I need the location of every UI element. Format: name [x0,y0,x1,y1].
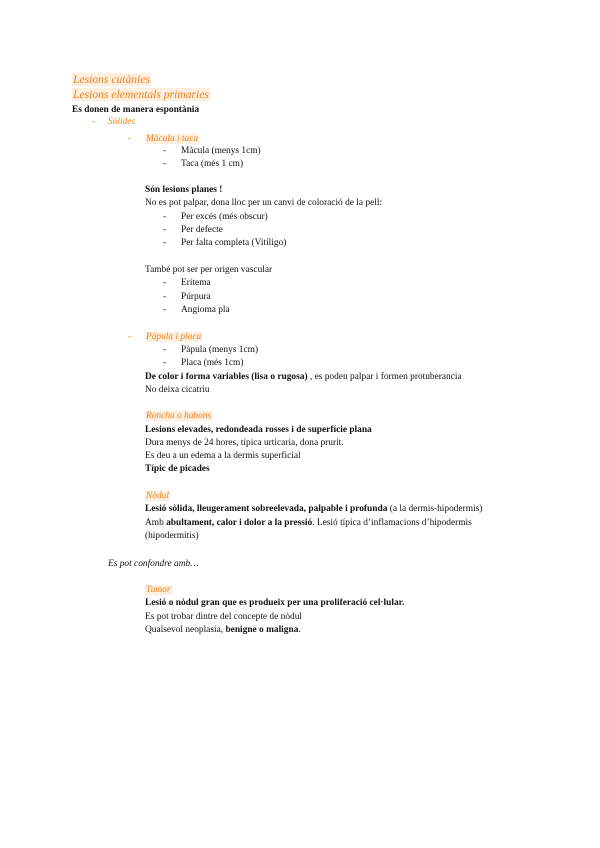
tumor-line-3: Qualsevol neoplasia, benigne o maligna. [145,625,301,635]
heading-macula-taca: Màcula i taca [146,134,199,144]
bullet-dash: - [163,292,167,302]
bullet-dash: - [163,225,167,235]
nodul-line-2: Amb abultament, calor i dolor a la pressió. Lesió típica d’inflamacions d’hipodermis [145,518,472,528]
tumor-line-2: Es pot trobar dintre del concepte de nòdul [145,612,302,622]
bullet-dash: - [128,332,132,342]
list-item: Taca (més 1 cm) [181,159,244,169]
tumor-line-1: Lesió o nòdul gran que es produeix per una proliferació cel·lular. [145,598,405,608]
list-item: Púrpura [181,292,211,302]
list-item: Pàpula (menys 1cm) [181,345,259,355]
list-item: Placa (més 1cm) [181,358,244,368]
bullet-dash: - [92,117,96,127]
title-lesions-elementals: Lesions elementals primaries [73,88,209,101]
vascular-text: També pot ser per origen vascular [145,265,273,275]
list-item: Per defecte [181,225,223,235]
heading-nodul: Nòdul [146,491,169,501]
bullet-dash: - [163,146,167,156]
roncha-line-3: Es deu a un edema a la dermis superficial [145,451,301,461]
bullet-dash: - [163,238,167,248]
bullet-dash: - [163,278,167,288]
list-item: Màcula (menys 1cm) [181,146,261,156]
bullet-dash: - [163,159,167,169]
list-item: Per excés (més obscur) [181,212,268,222]
bullet-dash: - [163,345,167,355]
cicatriu-text: No deixa cicatriu [145,385,210,395]
heading-papula-placa: Pàpula i placa [146,332,202,342]
heading-tumor: Tumor [146,585,171,595]
planes-text: Són lesions planes ! [145,185,223,195]
section-solides: Sòlides [108,117,136,127]
roncha-line-4: Típic de picades [145,464,210,474]
bullet-dash: - [128,134,132,144]
bullet-dash: - [163,212,167,222]
list-item: Angioma pla [181,305,230,315]
intro-text: Es donen de manera espontània [72,105,200,115]
nodul-line-1: Lesió sòlida, lleugerament sobreelevada, palpable i profunda (a la dermis-hipodermis) [145,504,483,514]
nodul-line-3: (hipodermitis) [145,531,199,541]
no-palpar-text: No es pot palpar, dona lloc per un canvi de coloració de la pell: [145,198,383,208]
roncha-line-1: Lesions elevades, redondeada rosses i de superfície plana [145,425,372,435]
list-item: Per falta completa (Vitíligo) [181,238,287,248]
bullet-dash: - [163,358,167,368]
title-lesions-cutanies: Lesions cutànies [73,73,150,86]
color-forma-text: De color i forma variables (lisa o rugosa) , es poden palpar i formen protuberancia [145,372,462,382]
heading-roncha: Roncha o habons [146,411,212,421]
bullet-dash: - [163,305,167,315]
confondre-text: Es pot confondre amb… [108,559,199,569]
roncha-line-2: Dura menys de 24 hores, típica urticaria, dona prurit. [145,438,344,448]
list-item: Eritema [181,278,211,288]
